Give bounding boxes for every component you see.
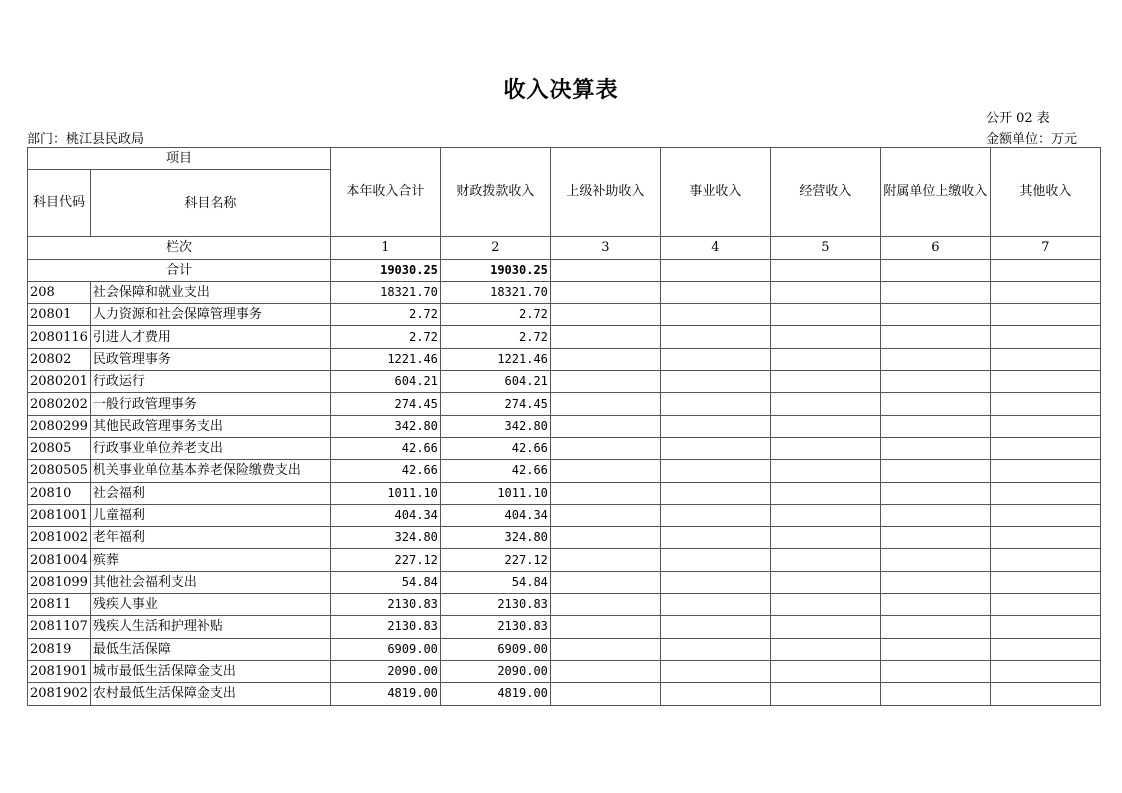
empty-cell: [660, 504, 770, 526]
column-number-row: [28, 237, 1101, 259]
empty-cell: [550, 504, 660, 526]
empty-cell: [990, 504, 1100, 526]
empty-cell: [550, 304, 660, 326]
table-row: [28, 437, 1101, 459]
fiscal-value: 1221.46: [440, 348, 550, 370]
empty-cell: [990, 326, 1100, 348]
subject-code: 2081001: [28, 504, 91, 526]
empty-cell: [550, 393, 660, 415]
empty-cell: [990, 415, 1100, 437]
subject-name: 行政事业单位养老支出: [90, 437, 330, 459]
empty-cell: [990, 393, 1100, 415]
subject-name: 引进人才费用: [90, 326, 330, 348]
empty-cell: [660, 304, 770, 326]
table-row: [28, 660, 1101, 682]
col-number: 3: [550, 237, 660, 259]
empty-cell: [880, 259, 990, 281]
empty-cell: [990, 571, 1100, 593]
subject-name: 民政管理事务: [90, 348, 330, 370]
page-title: 收入决算表: [503, 77, 619, 103]
empty-cell: [990, 371, 1100, 393]
subject-name: 农村最低生活保障金支出: [90, 683, 330, 705]
empty-cell: [990, 660, 1100, 682]
total-income-value: 2.72: [330, 304, 440, 326]
col-number: 4: [660, 237, 770, 259]
header-fiscal: 财政拨款收入: [440, 148, 550, 237]
subject-name: 机关事业单位基本养老保险缴费支出: [90, 460, 330, 482]
fiscal-value: 42.66: [440, 460, 550, 482]
empty-cell: [990, 304, 1100, 326]
empty-cell: [660, 259, 770, 281]
table-row: [28, 527, 1101, 549]
fiscal-value: 18321.70: [440, 281, 550, 303]
table-row: [28, 683, 1101, 705]
subject-code: 2080505: [28, 460, 91, 482]
header-business: 事业收入: [660, 148, 770, 237]
subject-code: 20810: [28, 482, 91, 504]
empty-cell: [660, 527, 770, 549]
subject-name: 老年福利: [90, 527, 330, 549]
empty-cell: [770, 594, 880, 616]
empty-cell: [770, 281, 880, 303]
fiscal-value: 2.72: [440, 304, 550, 326]
subject-name: 其他社会福利支出: [90, 571, 330, 593]
fiscal-value: 6909.00: [440, 638, 550, 660]
empty-cell: [660, 326, 770, 348]
empty-cell: [770, 660, 880, 682]
empty-cell: [660, 348, 770, 370]
empty-cell: [880, 616, 990, 638]
empty-cell: [660, 549, 770, 571]
empty-cell: [550, 259, 660, 281]
empty-cell: [550, 683, 660, 705]
empty-cell: [770, 415, 880, 437]
fiscal-value: 42.66: [440, 437, 550, 459]
empty-cell: [990, 348, 1100, 370]
empty-cell: [880, 393, 990, 415]
empty-cell: [990, 482, 1100, 504]
subject-code: 2081107: [28, 616, 91, 638]
empty-cell: [550, 660, 660, 682]
empty-cell: [990, 638, 1100, 660]
total-income-value: 54.84: [330, 571, 440, 593]
empty-cell: [550, 437, 660, 459]
subject-name: 儿童福利: [90, 504, 330, 526]
empty-cell: [990, 549, 1100, 571]
subject-code: 20805: [28, 437, 91, 459]
subject-name: 残疾人生活和护理补贴: [90, 616, 330, 638]
fiscal-value: 2.72: [440, 326, 550, 348]
empty-cell: [550, 616, 660, 638]
empty-cell: [880, 571, 990, 593]
empty-cell: [660, 482, 770, 504]
header-item: 项目: [28, 148, 331, 170]
unit-label: 金额单位：万元: [986, 132, 1078, 147]
empty-cell: [990, 594, 1100, 616]
subject-code: 2080202: [28, 393, 91, 415]
empty-cell: [880, 660, 990, 682]
empty-cell: [880, 482, 990, 504]
table-row: [28, 304, 1101, 326]
empty-cell: [550, 348, 660, 370]
subject-code: 20819: [28, 638, 91, 660]
total-income-value: 2090.00: [330, 660, 440, 682]
total-income-value: 2130.83: [330, 616, 440, 638]
empty-cell: [770, 326, 880, 348]
subject-code: 20801: [28, 304, 91, 326]
empty-cell: [880, 527, 990, 549]
empty-cell: [770, 393, 880, 415]
total-income-value: 404.34: [330, 504, 440, 526]
col-number: 1: [330, 237, 440, 259]
total-row: [28, 259, 1101, 281]
header-total-income: 本年收入合计: [330, 148, 440, 237]
income-table: [27, 147, 1101, 706]
table-row: [28, 482, 1101, 504]
empty-cell: [770, 527, 880, 549]
header-superior: 上级补助收入: [550, 148, 660, 237]
subject-code: 2080116: [28, 326, 91, 348]
subject-code: 2080201: [28, 371, 91, 393]
empty-cell: [770, 683, 880, 705]
empty-cell: [770, 616, 880, 638]
total-income-value: 6909.00: [330, 638, 440, 660]
empty-cell: [990, 281, 1100, 303]
col-number: 5: [770, 237, 880, 259]
empty-cell: [550, 482, 660, 504]
table-row: [28, 393, 1101, 415]
empty-cell: [660, 437, 770, 459]
table-row: [28, 371, 1101, 393]
subject-name: 城市最低生活保障金支出: [90, 660, 330, 682]
total-income-value: 274.45: [330, 393, 440, 415]
total-fiscal-value: 19030.25: [440, 259, 550, 281]
total-income-value: 604.21: [330, 371, 440, 393]
table-row: [28, 348, 1101, 370]
header-operating: 经营收入: [770, 148, 880, 237]
subject-name: 其他民政管理事务支出: [90, 415, 330, 437]
table-row: [28, 638, 1101, 660]
total-income-value: 42.66: [330, 437, 440, 459]
empty-cell: [990, 527, 1100, 549]
empty-cell: [880, 281, 990, 303]
empty-cell: [660, 415, 770, 437]
subject-name: 殡葬: [90, 549, 330, 571]
table-row: [28, 415, 1101, 437]
empty-cell: [550, 460, 660, 482]
fiscal-value: 1011.10: [440, 482, 550, 504]
empty-cell: [660, 460, 770, 482]
subject-code: 2081002: [28, 527, 91, 549]
total-income-value: 2.72: [330, 326, 440, 348]
table-row: [28, 281, 1101, 303]
table-row: [28, 460, 1101, 482]
empty-cell: [550, 281, 660, 303]
empty-cell: [770, 437, 880, 459]
empty-cell: [880, 504, 990, 526]
empty-cell: [770, 504, 880, 526]
empty-cell: [660, 638, 770, 660]
fiscal-value: 2090.00: [440, 660, 550, 682]
total-income-value: 19030.25: [330, 259, 440, 281]
fiscal-value: 2130.83: [440, 616, 550, 638]
empty-cell: [880, 437, 990, 459]
empty-cell: [990, 460, 1100, 482]
department-label: 部门：桃江县民政局: [27, 132, 145, 147]
empty-cell: [880, 638, 990, 660]
empty-cell: [770, 259, 880, 281]
form-number: 公开 02 表: [986, 111, 1050, 126]
empty-cell: [660, 660, 770, 682]
table-row: [28, 504, 1101, 526]
header-code: 科目代码: [28, 170, 91, 237]
empty-cell: [770, 571, 880, 593]
empty-cell: [770, 638, 880, 660]
header-other: 其他收入: [990, 148, 1100, 237]
empty-cell: [880, 326, 990, 348]
empty-cell: [660, 571, 770, 593]
empty-cell: [880, 371, 990, 393]
subject-code: 2081901: [28, 660, 91, 682]
subject-name: 一般行政管理事务: [90, 393, 330, 415]
header-name: 科目名称: [90, 170, 330, 237]
empty-cell: [880, 460, 990, 482]
fiscal-value: 227.12: [440, 549, 550, 571]
subject-name: 行政运行: [90, 371, 330, 393]
subject-name: 人力资源和社会保障管理事务: [90, 304, 330, 326]
empty-cell: [880, 415, 990, 437]
total-income-value: 1011.10: [330, 482, 440, 504]
empty-cell: [660, 281, 770, 303]
header-column-no: 栏次: [28, 237, 331, 259]
empty-cell: [660, 616, 770, 638]
empty-cell: [880, 348, 990, 370]
empty-cell: [770, 482, 880, 504]
empty-cell: [990, 616, 1100, 638]
empty-cell: [770, 549, 880, 571]
subject-code: 2081099: [28, 571, 91, 593]
col-number: 6: [880, 237, 990, 259]
empty-cell: [990, 437, 1100, 459]
empty-cell: [660, 594, 770, 616]
total-income-value: 342.80: [330, 415, 440, 437]
total-income-value: 4819.00: [330, 683, 440, 705]
subject-code: 208: [28, 281, 91, 303]
empty-cell: [880, 304, 990, 326]
empty-cell: [550, 527, 660, 549]
total-income-value: 324.80: [330, 527, 440, 549]
empty-cell: [990, 683, 1100, 705]
empty-cell: [550, 415, 660, 437]
subject-code: 20811: [28, 594, 91, 616]
subject-name: 最低生活保障: [90, 638, 330, 660]
empty-cell: [880, 549, 990, 571]
empty-cell: [550, 594, 660, 616]
table-row: [28, 571, 1101, 593]
empty-cell: [770, 371, 880, 393]
fiscal-value: 404.34: [440, 504, 550, 526]
subject-code: 2080299: [28, 415, 91, 437]
col-number: 2: [440, 237, 550, 259]
total-income-value: 227.12: [330, 549, 440, 571]
empty-cell: [550, 326, 660, 348]
subject-code: 20802: [28, 348, 91, 370]
fiscal-value: 274.45: [440, 393, 550, 415]
total-income-value: 42.66: [330, 460, 440, 482]
fiscal-value: 324.80: [440, 527, 550, 549]
table-row: [28, 616, 1101, 638]
table-row: [28, 594, 1101, 616]
table-row: [28, 326, 1101, 348]
subject-code: 2081902: [28, 683, 91, 705]
empty-cell: [990, 259, 1100, 281]
total-income-value: 18321.70: [330, 281, 440, 303]
fiscal-value: 604.21: [440, 371, 550, 393]
empty-cell: [660, 393, 770, 415]
col-number: 7: [990, 237, 1100, 259]
empty-cell: [770, 304, 880, 326]
total-income-value: 2130.83: [330, 594, 440, 616]
table-row: [28, 549, 1101, 571]
fiscal-value: 342.80: [440, 415, 550, 437]
fiscal-value: 4819.00: [440, 683, 550, 705]
header-affiliated: 附属单位上缴收入: [880, 148, 990, 237]
empty-cell: [660, 683, 770, 705]
fiscal-value: 2130.83: [440, 594, 550, 616]
empty-cell: [550, 571, 660, 593]
empty-cell: [660, 371, 770, 393]
empty-cell: [550, 638, 660, 660]
empty-cell: [550, 371, 660, 393]
empty-cell: [770, 348, 880, 370]
empty-cell: [880, 683, 990, 705]
total-label: 合计: [28, 259, 331, 281]
fiscal-value: 54.84: [440, 571, 550, 593]
empty-cell: [550, 549, 660, 571]
subject-name: 社会保障和就业支出: [90, 281, 330, 303]
subject-name: 残疾人事业: [90, 594, 330, 616]
subject-code: 2081004: [28, 549, 91, 571]
total-income-value: 1221.46: [330, 348, 440, 370]
subject-name: 社会福利: [90, 482, 330, 504]
empty-cell: [770, 460, 880, 482]
empty-cell: [880, 594, 990, 616]
